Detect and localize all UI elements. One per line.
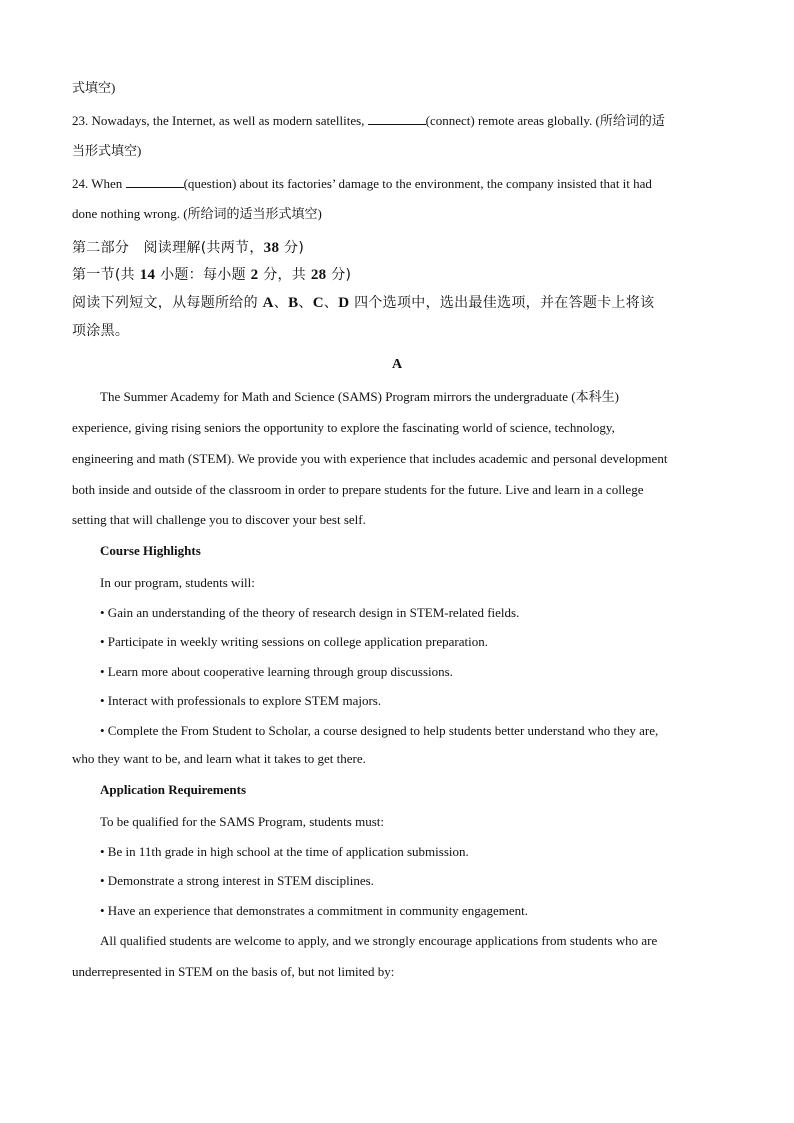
section-1-points-each: 2 [250,267,259,283]
course-highlights-heading: Course Highlights [100,543,201,558]
section-1-text-d: 分) [326,267,352,283]
question-22-tail: 式填空) [72,80,116,95]
separator-2: 、 [298,295,313,311]
application-lead: To be qualified for the SAMS Program, students must: [100,814,384,829]
course-bullet: • Interact with professionals to explore STEM majors. [100,693,382,708]
question-23-continuation: 当形式填空) [72,143,142,158]
requirement-bullet: • Be in 11th grade in high school at the time of application submission. [100,844,469,859]
intro-line-1: The Summer Academy for Math and Science (SAMS) Program mirrors the undergraduate (本科生) [100,389,619,404]
question-23-blank[interactable] [368,111,426,125]
separator-1: 、 [273,295,289,311]
part-2-heading-text: 第二部分 阅读理解(共两节， [72,240,264,256]
option-a-label: A [262,295,274,311]
intro-line-5: setting that will challenge you to discover your best self. [72,512,366,527]
question-24-text-after: (question) about its factories’ damage to the environment, the company insisted that it had [183,176,652,191]
option-c-label: C [312,295,324,311]
part-2-heading [72,239,304,257]
instructions-line-2: 项涂黑。 [72,323,130,339]
section-1-text-b: 小题：每小题 [155,267,251,283]
passage-label: A [391,357,403,372]
instructions-text-a: 阅读下列短文，从每题所给的 [72,295,263,311]
requirement-bullet: • Have an experience that demonstrates a commitment in community engagement. [100,903,528,918]
option-d-label: D [338,295,350,311]
question-24-continuation: done nothing wrong. (所给词的适当形式填空) [72,206,322,221]
course-bullet: • Participate in weekly writing sessions on college application preparation. [100,634,488,649]
section-1-heading [72,266,351,284]
section-1-text-a: 第一节(共 [72,267,140,283]
question-23-text-before: 23. Nowadays, the Internet, as well as modern satellites, [72,113,368,128]
application-requirements-heading: Application Requirements [100,782,247,797]
question-24-blank[interactable] [126,174,184,188]
course-highlights-lead: In our program, students will: [100,575,255,590]
option-b-label: B [288,295,299,311]
question-24 [72,174,652,193]
intro-line-3: engineering and math (STEM). We provide you with experience that includes academic and personal development [72,451,668,466]
closing-line-1: All qualified students are welcome to apply, and we strongly encourage applications from students who are [100,933,658,948]
course-bullet: • Learn more about cooperative learning through group discussions. [100,664,453,679]
instructions-line-1 [72,294,654,312]
section-1-total-points: 28 [310,267,327,283]
part-2-heading-end: 分) [279,240,305,256]
section-1-question-count: 14 [139,267,156,283]
intro-line-4: both inside and outside of the classroom in order to prepare students for the future. Live and learn in a college [72,482,644,497]
course-bullet: • Complete the From Student to Scholar, a course designed to help students better understand who they are, [100,723,659,738]
course-bullet: • Gain an understanding of the theory of research design in STEM-related fields. [100,605,520,620]
closing-line-2: underrepresented in STEM on the basis of, but not limited by: [72,964,395,979]
instructions-text-b: 四个选项中，选出最佳选项，并在答题卡上将该 [349,295,655,311]
intro-line-2: experience, giving rising seniors the opportunity to explore the fascinating world of science, technology, [72,420,615,435]
question-23-text-after: (connect) remote areas globally. (所给词的适 [425,113,665,128]
section-1-text-c: 分，共 [258,267,311,283]
question-24-text-before: 24. When [72,176,126,191]
question-23 [72,111,665,130]
requirement-bullet: • Demonstrate a strong interest in STEM disciplines. [100,873,374,888]
separator-3: 、 [323,295,339,311]
part-2-points: 38 [263,240,280,256]
course-bullet-continuation: who they want to be, and learn what it takes to get there. [72,751,366,766]
